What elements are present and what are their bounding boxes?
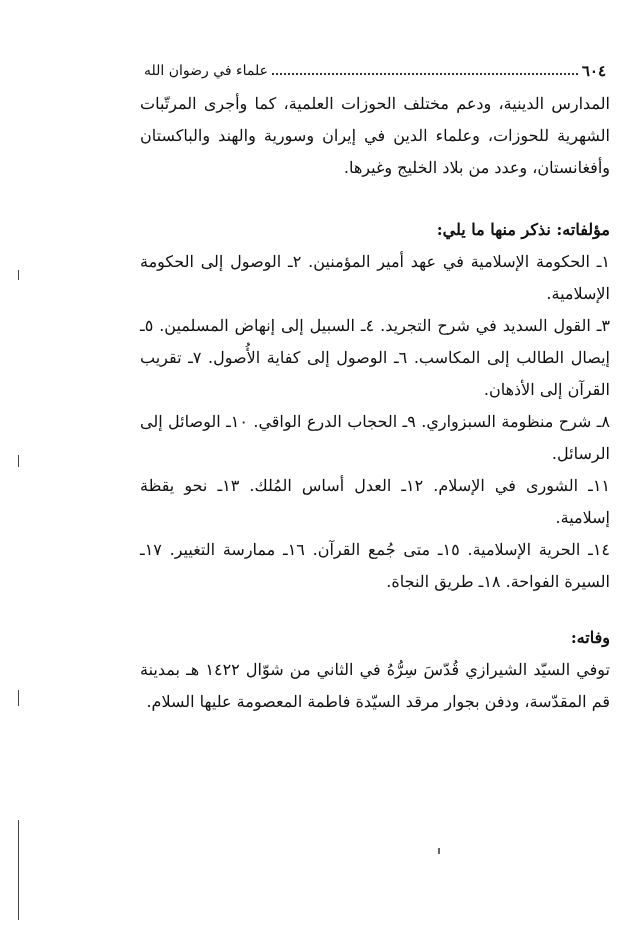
- scan-mark: [18, 455, 19, 467]
- scan-mark: [18, 270, 19, 280]
- works-heading: مؤلفاته: نذكر منها ما يلي:: [436, 220, 610, 239]
- spacer: [140, 184, 610, 214]
- scan-mark: [18, 820, 19, 920]
- works-line: ١٤ـ الحرية الإسلامية. ١٥ـ متى جُمع القرآن. ١٦ـ ممارسة التغيير. ١٧ـ السيرة الفواحة. ١٨ـ طريق النجاة.: [140, 540, 610, 591]
- intro-paragraph: المدارس الدينية، ودعم مختلف الحوزات العلمية، كما وأجرى المرتّبات الشهرية للحوزات، وعلماء الدين في إيران وسورية والهند والباكستان وأفغانستان، وعدد من بلاد الخليج وغيرها.: [140, 94, 610, 177]
- works-line: ٨ـ شرح منظومة السبزواري. ٩ـ الحجاب الدرع الواقي. ١٠ـ الوصائل إلى الرسائل.: [140, 412, 610, 463]
- running-title: علماء في رضوان الله: [144, 63, 268, 79]
- works-line: ٣ـ القول السديد في شرح التجريد. ٤ـ السبيل إلى إنهاض المسلمين. ٥ـ إيصال الطالب إلى المكاسب. ٦ـ الوصول إلى كفاية الأُصول. ٧ـ تقريب القرآن إلى الأذهان.: [140, 316, 611, 399]
- page-header: [140, 58, 610, 84]
- death-heading: وفاته:: [570, 628, 610, 647]
- works-line: ١ـ الحكومة الإسلامية في عهد أمير المؤمنين. ٢ـ الوصول إلى الحكومة الإسلامية.: [140, 252, 611, 303]
- spacer: [140, 598, 610, 622]
- scan-margin-marks: [18, 180, 22, 920]
- dotted-leader: [272, 73, 578, 75]
- scan-speck: [438, 848, 440, 854]
- page-body: [140, 88, 610, 718]
- works-line: ١١ـ الشورى في الإسلام. ١٢ـ العدل أساس المُلك. ١٣ـ نحو يقظة إسلامية.: [140, 476, 610, 527]
- death-paragraph: توفي السيّد الشيرازي قُدّسَ سِرُّهُ في الثاني من شوّال ١٤٢٢ هـ بمدينة قم المقدّسة، ودفن بجوار مرقد السيّدة فاطمة المعصومة عليها السلام.: [140, 660, 610, 711]
- scan-mark: [18, 690, 19, 706]
- page-number: ٦٠٤: [581, 62, 606, 80]
